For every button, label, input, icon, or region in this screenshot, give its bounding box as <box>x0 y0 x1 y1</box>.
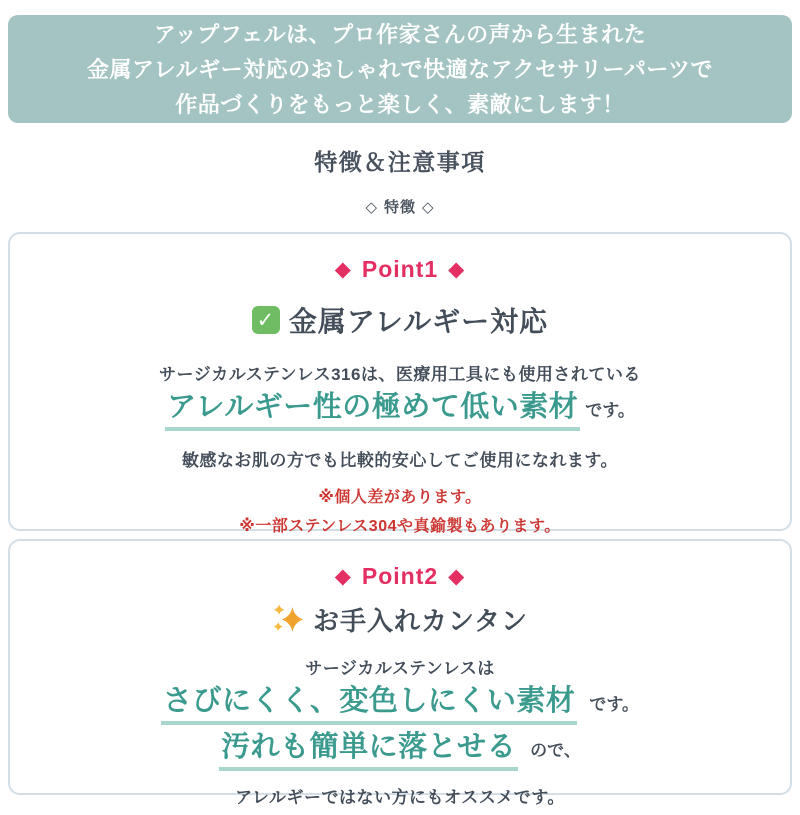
point1-heading-text: 金属アレルギー対応 <box>288 306 549 337</box>
point1-heading <box>10 300 790 340</box>
open-diamond-icon: ◇ <box>365 199 378 216</box>
point2-highlight-line-1 <box>10 684 790 725</box>
filled-diamond-icon: ◆ <box>448 258 466 281</box>
point2-highlight1-suffix: です。 <box>589 695 640 714</box>
check-glyph: ✓ <box>256 308 276 332</box>
section-title: 特徴＆注意事項 <box>314 149 486 175</box>
point1-body-1: サージカルステンレス316は、医療用工具にも使用されている <box>159 365 641 384</box>
section-subtitle <box>0 196 800 217</box>
point2-highlight1-text: さびにくく、変色しにくい素材 <box>161 684 577 725</box>
point2-body-2: アレルギーではない方にもオススメです。 <box>235 787 565 807</box>
point2-highlight-line-2 <box>10 730 790 771</box>
point1-highlight-line <box>10 390 790 431</box>
filled-diamond-icon: ◆ <box>448 565 466 588</box>
point1-note-2: ※一部ステンレス304や真鍮製もあります。 <box>239 517 561 535</box>
point1-label-text: Point1 <box>361 256 439 282</box>
point2-label <box>10 563 790 590</box>
point2-card <box>8 539 792 807</box>
point1-card <box>8 232 792 535</box>
point1-highlight-text: アレルギー性の極めて低い素材 <box>165 390 580 431</box>
filled-diamond-icon: ◆ <box>334 258 352 281</box>
section-subtitle-label: 特徴 <box>383 199 416 216</box>
open-diamond-icon: ◇ <box>422 199 435 216</box>
point2-highlight2-suffix: ので、 <box>530 740 581 760</box>
product-info-page <box>0 15 800 815</box>
intro-line-2: 金属アレルギー対応のおしゃれで快適なアクセサリーパーツで <box>87 56 713 82</box>
point2-heading <box>10 601 790 638</box>
point2-highlight2-text: 汚れも簡単に落とせる <box>219 730 518 771</box>
check-mark-icon <box>252 306 280 334</box>
point1-label <box>10 256 790 283</box>
point1-note-1: ※個人差があります。 <box>318 488 482 506</box>
filled-diamond-icon: ◆ <box>334 565 352 588</box>
intro-line-1: アップフェルは、プロ作家さんの声から生まれた <box>153 21 647 47</box>
point2-label-text: Point2 <box>361 563 439 589</box>
point2-body-1: サージカルステンレスは <box>305 659 495 678</box>
intro-banner <box>8 15 792 123</box>
point2-heading-text: お手入れカンタン <box>313 606 528 636</box>
point1-body-2: 敏感なお肌の方でも比較的安心してご使用になれます。 <box>181 450 619 470</box>
sparkles-icon <box>272 603 304 636</box>
intro-line-3: 作品づくりをもっと楽しく、素敵にします！ <box>175 91 625 117</box>
point1-highlight-suffix: です。 <box>585 401 635 420</box>
